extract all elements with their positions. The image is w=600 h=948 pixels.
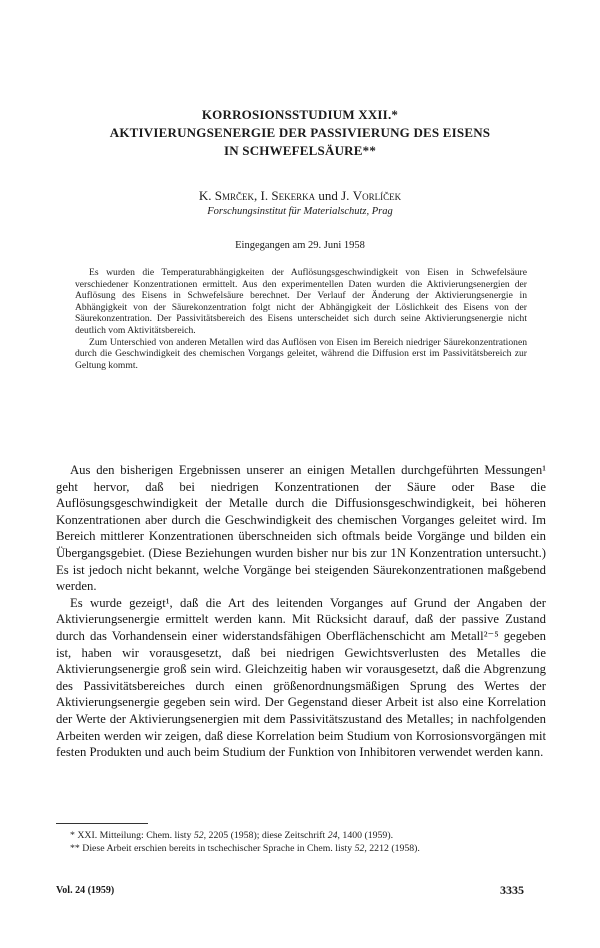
abstract-paragraph-1: Es wurden die Temperaturabhängigkeiten der Auflösungsgeschwindigkeit von Eisen in Schwefelsäure verschiedener Konzentrationen ermittelt. Aus den experimentellen Daten wurden die Aktivierungsenergien der Auflösung des Eisens in Schwefelsäure berechnet. Der Verlauf der Änderung der Aktivierungsenergie in Abhängigkeit von der Säurekonzentration folgt nicht der Abhängigkeit der Löslichkeit des Eisens von der Säurekonzentration. Der Passivitätsbereich des Eisens unterscheidet sich durch seine Aktivierungsenergie nicht deutlich vom Aktivitätsbereich. bbox=[75, 267, 527, 336]
footnote-2-text: Diese Arbeit erschien bereits in tschechischer Sprache in Chem. listy bbox=[82, 843, 355, 854]
author-1-name: Smrček bbox=[214, 188, 255, 203]
abstract-paragraph-2: Zum Unterschied von anderen Metallen wird das Auflösen von Eisen im Bereich niedriger Säurekonzentrationen durch die Geschwindigkeit des chemischen Vorgangs geleitet, während die Diffusion erst im Passivitätsbereich zur Geltung kommt. bbox=[75, 336, 527, 371]
title-line-1: KORROSIONSSTUDIUM XXII.* bbox=[201, 107, 399, 122]
body-paragraph-1: Aus den bisherigen Ergebnissen unserer an einigen Metallen durchgeführten Messungen¹ geht hervor, daß bei niedrigen Konzentrationen der Säure oder Base die Auflösungsgeschwindigkeit der Metalle durch die Diffusionsgeschwindigkeit, bei höheren Konzentrationen aber durch die Geschwindigkeit des chemischen Vorganges geleitet wird. Im Bereich mittlerer Konzentrationen überschneiden sich oftmals beide Vorgänge und bilden ein Übergangsgebiet. (Diese Beziehungen wurden bisher nur bis zur 1N Konzentration untersucht.) Es ist jedoch nicht bekannt, welche Vorgänge bei steigenden Säurekonzentrationen maßgebend werden. bbox=[56, 463, 546, 594]
footnote-1-text-c: , 1400 (1959). bbox=[337, 830, 394, 841]
footnote-2-text-b: , 2212 (1958). bbox=[364, 843, 420, 854]
author-2-name: Sekerka bbox=[271, 188, 316, 203]
footnote-1-volume-1: 52 bbox=[193, 830, 204, 841]
author-list bbox=[40, 188, 560, 204]
footnote-1-text-b: , 2205 (1958); diese Zeitschrift bbox=[203, 830, 328, 841]
footnotes bbox=[56, 829, 546, 855]
footnote-1-volume-2: 24 bbox=[327, 830, 338, 841]
author-separator-2: und J. bbox=[315, 188, 353, 203]
footnote-1-mark: * bbox=[70, 830, 78, 841]
received-date: Eingegangen am 29. Juni 1958 bbox=[235, 240, 365, 251]
body-paragraph-2: Es wurde gezeigt¹, daß die Art des leitenden Vorganges auf Grund der Angaben der Aktivierungsenergie ermittelt werden kann. Mit Rücksicht darauf, daß der passive Zustand durch das Vorhandensein einer widerstandsfähigen Oberflächenschicht am Metall²⁻⁵ gegeben ist, haben wir vorausgesetzt, daß bei niedrigen Gewichtsverlusten des Metalles die Aktivierungsenergie groß sein wird. Gleichzeitig haben wir vorausgesetzt, daß die Abgrenzung des Passivitätsbereiches durch einen größenordnungsmäßigen Sprung des Wertes der Aktivierungsenergie gegeben sein wird. Der Gegenstand dieser Arbeit ist also eine Korrelation der Werte der Aktivierungsenergien mit dem Passivitätszustand des Metalles; in nachfolgenden Arbeiten werden wir zeigen, daß diese Korrelation beim Studium von Korrosionsvorgängen mit festen Produkten und auch beim Studium der Funktion von Inhibitoren verwendet werden kann. bbox=[56, 595, 546, 760]
author-1-initial: K. bbox=[198, 188, 215, 203]
author-separator-1: , I. bbox=[254, 188, 272, 203]
page-number: 3335 bbox=[500, 883, 524, 897]
main-text bbox=[56, 462, 546, 761]
journal-volume: Vol. 24 (1959) bbox=[56, 885, 115, 896]
title-line-2: AKTIVIERUNGSENERGIE DER PASSIVIERUNG DES EISENS bbox=[109, 125, 491, 140]
footnote-2-volume: 52 bbox=[354, 843, 365, 854]
footnote-2-mark: ** bbox=[70, 843, 83, 854]
author-3-name: Vorlíček bbox=[352, 188, 402, 203]
author-affiliation: Forschungsinstitut für Materialschutz, Prag bbox=[207, 206, 393, 217]
footnote-1-text: XXI. Mitteilung: Chem. listy bbox=[77, 830, 194, 841]
footnote-1 bbox=[56, 829, 546, 842]
footnote-2 bbox=[56, 842, 546, 855]
article-title bbox=[40, 106, 560, 160]
abstract bbox=[75, 267, 527, 371]
title-line-3: IN SCHWEFELSÄURE** bbox=[223, 143, 377, 158]
footnote-divider bbox=[56, 823, 148, 824]
